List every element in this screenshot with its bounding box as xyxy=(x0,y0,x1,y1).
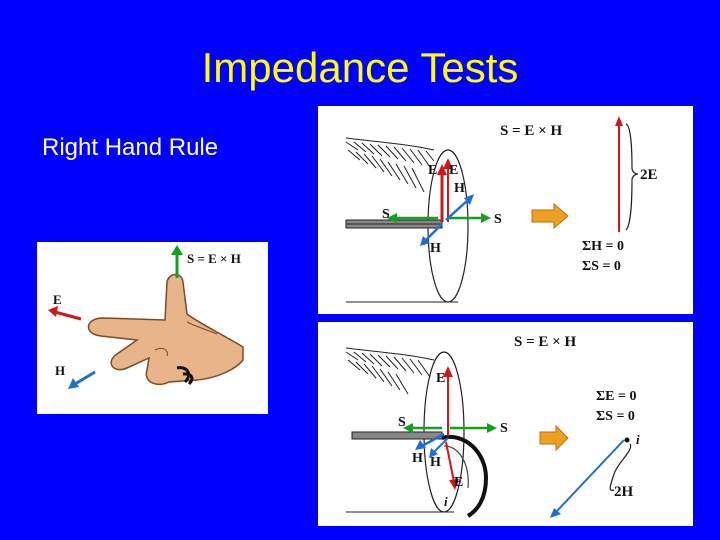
e-label-top: E xyxy=(436,371,446,386)
orange-arrow xyxy=(532,204,568,228)
sum-h-label: ΣH = 0 xyxy=(582,239,625,254)
slide-title: Impedance Tests xyxy=(201,44,519,91)
hand-e-label: E xyxy=(53,292,62,307)
shield-hatch xyxy=(346,348,434,394)
s-label-right: S xyxy=(500,421,508,436)
h-vector-arrow xyxy=(75,372,95,384)
top-equation: S = E × H xyxy=(500,123,563,139)
e-label-2: E xyxy=(449,163,459,178)
conductor-plate xyxy=(352,432,442,439)
i-label-top: i xyxy=(636,432,640,447)
sum-e-label: ΣE = 0 xyxy=(596,389,637,404)
bottom-equation: S = E × H xyxy=(514,334,577,350)
hand-h-label: H xyxy=(55,363,66,378)
shield-hatch xyxy=(346,138,434,192)
s-label-right: S xyxy=(494,212,502,227)
hand-equation: S = E × H xyxy=(187,251,241,266)
h-label-2: H xyxy=(430,241,441,256)
two-e-label: 2E xyxy=(640,167,658,183)
e-label-1: E xyxy=(428,163,438,178)
h-label-1: H xyxy=(454,181,465,196)
sum-s-label: ΣS = 0 xyxy=(596,409,635,424)
orange-arrow xyxy=(540,426,568,450)
sum-s-label: ΣS = 0 xyxy=(582,259,621,274)
brace xyxy=(626,124,638,230)
top-diagram-panel xyxy=(318,106,693,314)
e-vector-arrow xyxy=(55,312,81,319)
i-label-bottom: i xyxy=(444,494,448,509)
hand-icon xyxy=(88,275,243,385)
bottom-diagram-panel xyxy=(318,322,693,526)
h-label-2: H xyxy=(430,455,441,470)
h-label-1: H xyxy=(412,451,423,466)
s-label-left: S xyxy=(398,415,406,430)
slide-subtitle: Right Hand Rule xyxy=(42,134,219,161)
two-h-label: 2H xyxy=(614,484,634,500)
s-label-left: S xyxy=(382,207,390,222)
e-label-bottom: E xyxy=(454,475,464,490)
hand-diagram-panel xyxy=(37,242,268,414)
